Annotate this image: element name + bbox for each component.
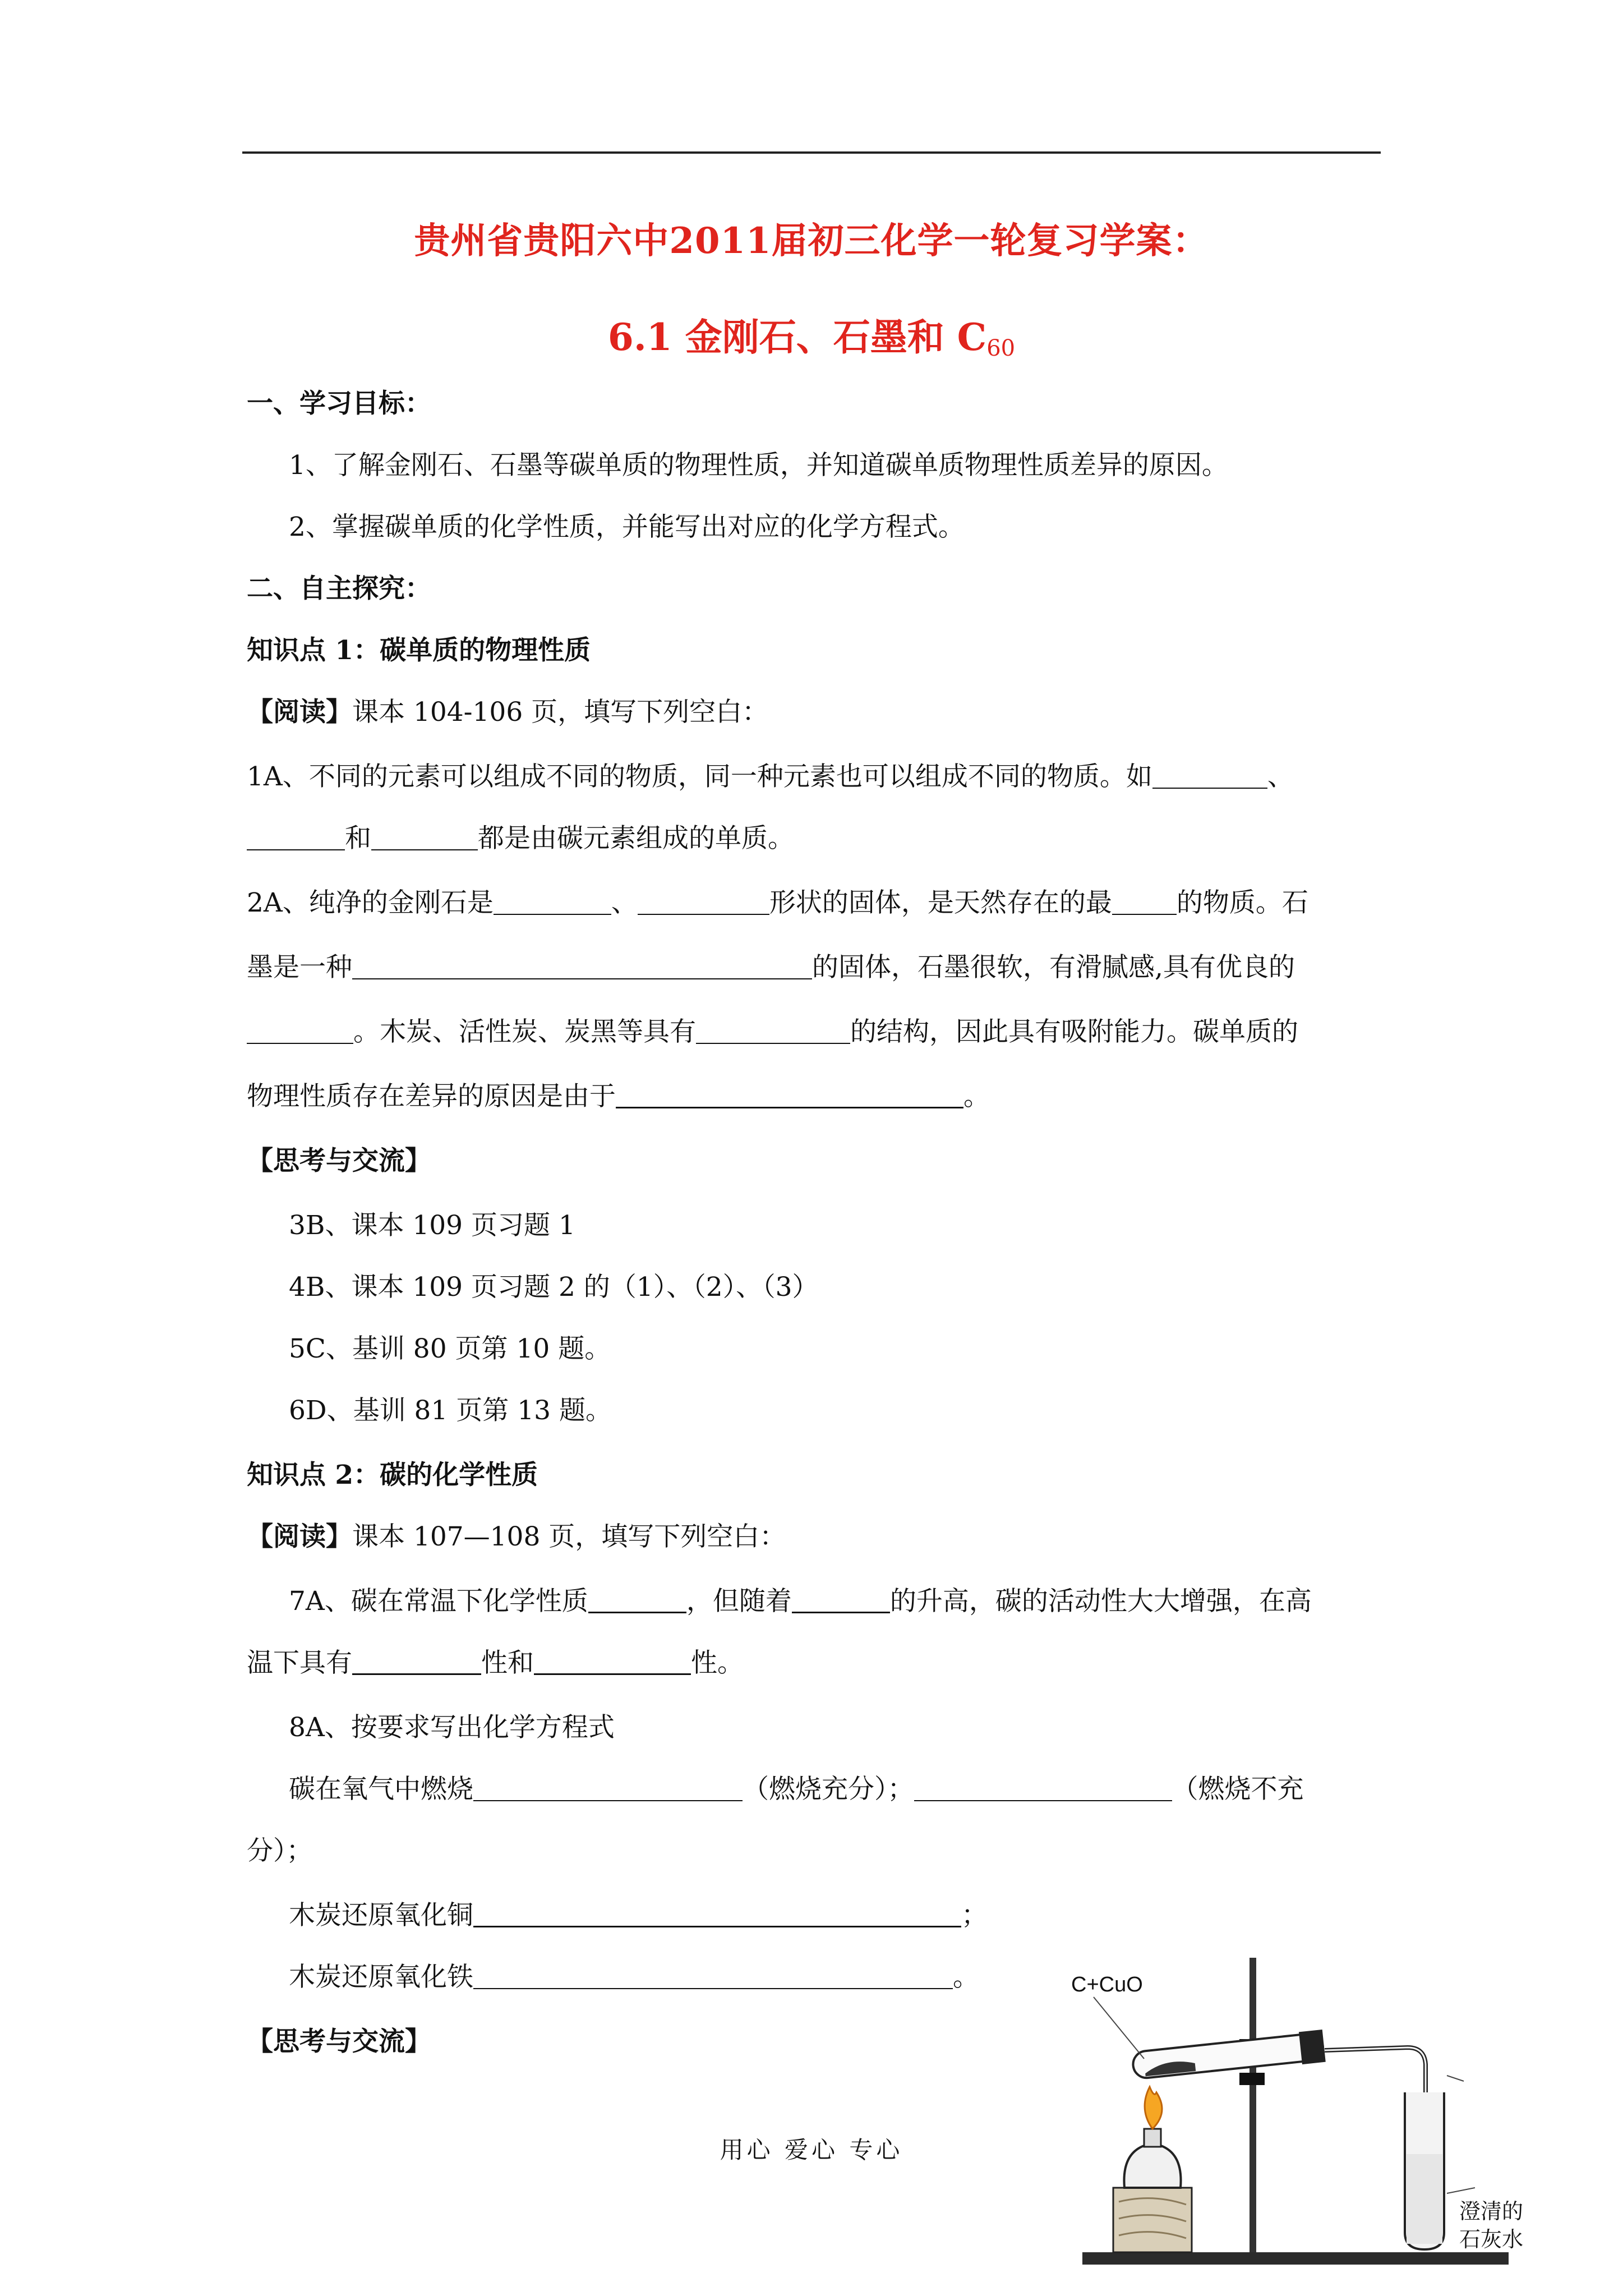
answer-blank[interactable]	[616, 1082, 963, 1108]
question-text: 。木炭、活性炭、炭黑等具有	[353, 1016, 696, 1047]
question-text: 2A、纯净的金刚石是	[247, 887, 494, 918]
document-title: 贵州省贵阳六中2011届初三化学一轮复习学案：	[414, 220, 1209, 262]
question-2a-line4	[247, 1080, 990, 1114]
question-text: 1A、不同的元素可以组成不同的物质，同一种元素也可以组成不同的物质。如	[247, 761, 1152, 792]
question-text: ；	[961, 1900, 988, 1931]
limewater	[1407, 2154, 1442, 2244]
question-8a-line3	[289, 1899, 988, 1932]
page-footer: 用心 爱心 专心	[720, 2136, 903, 2164]
limewater-label-line2: 石灰水	[1459, 2228, 1524, 2252]
objective-item: 1、了解金刚石、石墨等碳单质的物理性质，并知道碳单质物理性质差异的原因。	[289, 450, 1228, 481]
answer-blank[interactable]	[352, 954, 812, 979]
answer-blank[interactable]	[588, 1587, 686, 1613]
question-text: 、	[1267, 761, 1294, 792]
question-text: 都是由碳元素组成的单质。	[478, 823, 794, 854]
answer-blank[interactable]	[473, 1775, 743, 1801]
question-text: 木炭还原氧化铁	[289, 1962, 473, 1993]
header-rule	[242, 151, 1381, 154]
question-text: 温下具有	[247, 1648, 352, 1678]
subtitle-subscript: 60	[986, 335, 1016, 361]
answer-blank[interactable]	[1152, 763, 1267, 789]
read-text: 课本 104-106 页，填写下列空白：	[352, 697, 769, 728]
objective-item: 2、掌握碳单质的化学性质，并能写出对应的化学方程式。	[289, 512, 965, 542]
answer-blank[interactable]	[352, 1649, 481, 1675]
question-8a: 8A、按要求写出化学方程式	[289, 1712, 615, 1743]
answer-blank[interactable]	[494, 889, 611, 915]
base-board	[1082, 2252, 1509, 2265]
answer-blank[interactable]	[534, 1649, 691, 1675]
exercise-item: 3B、课本 109 页习题 1	[289, 1210, 575, 1241]
flame-icon	[1145, 2087, 1162, 2129]
exercise-item: 5C、基训 80 页第 10 题。	[289, 1333, 611, 1364]
question-text: 。	[963, 1081, 990, 1112]
question-text: 物理性质存在差异的原因是由于	[247, 1081, 616, 1112]
question-text: 的物质。石	[1176, 887, 1308, 918]
question-8a-line4	[289, 1961, 979, 1994]
exercise-item: 4B、课本 109 页习题 2 的（1）、（2）、（3）	[289, 1272, 819, 1303]
question-text: （燃烧充分）；	[743, 1774, 914, 1805]
clamp	[1239, 2073, 1265, 2085]
question-7a-line1	[289, 1585, 1312, 1618]
question-1a-line1	[247, 760, 1294, 794]
question-7a-line2	[247, 1646, 744, 1680]
question-2a-line1	[247, 886, 1308, 920]
answer-blank[interactable]	[914, 1775, 1172, 1801]
question-text: 性。	[691, 1648, 744, 1678]
question-text: 墨是一种	[247, 952, 352, 983]
question-text: 形状的固体，是天然存在的最	[769, 887, 1112, 918]
answer-blank[interactable]	[247, 1018, 353, 1044]
kp1-read-line	[247, 696, 768, 729]
read-label: 【阅读】	[247, 697, 352, 728]
limewater-label-line1: 澄清的	[1459, 2200, 1524, 2224]
question-text: ，但随着	[686, 1586, 792, 1617]
read-text: 课本 107—108 页，填写下列空白：	[352, 1521, 786, 1552]
question-2a-line3	[247, 1015, 1298, 1049]
question-text: 、	[611, 887, 638, 918]
section1-heading: 一、学习目标：	[247, 388, 431, 419]
question-2a-line2	[247, 951, 1295, 984]
question-text: 性和	[481, 1648, 534, 1678]
question-text: 和	[345, 823, 371, 854]
question-text: 的结构，因此具有吸附能力。碳单质的	[850, 1016, 1298, 1047]
question-text: 的固体，石墨很软，有滑腻感,具有优良的	[812, 952, 1295, 983]
answer-blank[interactable]	[792, 1587, 890, 1613]
question-text: 7A、碳在常温下化学性质	[289, 1586, 588, 1617]
question-8a-line1	[289, 1773, 1304, 1806]
answer-blank[interactable]	[247, 825, 345, 850]
question-text: 木炭还原氧化铜	[289, 1900, 473, 1931]
think-label: 【思考与交流】	[247, 1145, 431, 1176]
document-subtitle	[0, 307, 1623, 361]
question-text: 碳在氧气中燃烧	[289, 1774, 473, 1805]
question-8a-line2: 分）；	[247, 1835, 313, 1866]
question-1a-line2	[247, 822, 794, 855]
answer-blank[interactable]	[473, 1901, 961, 1927]
reactant-label: C+CuO	[1071, 1973, 1143, 1996]
kp2-heading: 知识点 2：碳的化学性质	[247, 1460, 538, 1490]
answer-blank[interactable]	[1112, 889, 1177, 915]
read-label: 【阅读】	[247, 1521, 352, 1552]
reaction-tube	[1132, 2030, 1326, 2082]
question-text: 。	[953, 1962, 979, 1993]
answer-blank[interactable]	[473, 1963, 953, 1989]
section2-heading: 二、自主探究：	[247, 573, 431, 604]
kp2-read-line	[247, 1520, 786, 1554]
stand-rod	[1249, 1958, 1256, 2252]
answer-blank[interactable]	[638, 889, 769, 915]
question-text: （燃烧不充	[1172, 1774, 1304, 1805]
exercise-item: 6D、基训 81 页第 13 题。	[289, 1395, 612, 1426]
subtitle-main: 6.1 金刚石、石墨和 C	[607, 315, 987, 359]
kp1-heading: 知识点 1：碳单质的物理性质	[247, 635, 591, 666]
answer-blank[interactable]	[696, 1018, 850, 1044]
answer-blank[interactable]	[371, 825, 478, 850]
question-text: 的升高，碳的活动性大大增强，在高	[889, 1586, 1312, 1617]
think-label-2: 【思考与交流】	[247, 2026, 431, 2057]
apparatus-figure	[1060, 1952, 1531, 2289]
